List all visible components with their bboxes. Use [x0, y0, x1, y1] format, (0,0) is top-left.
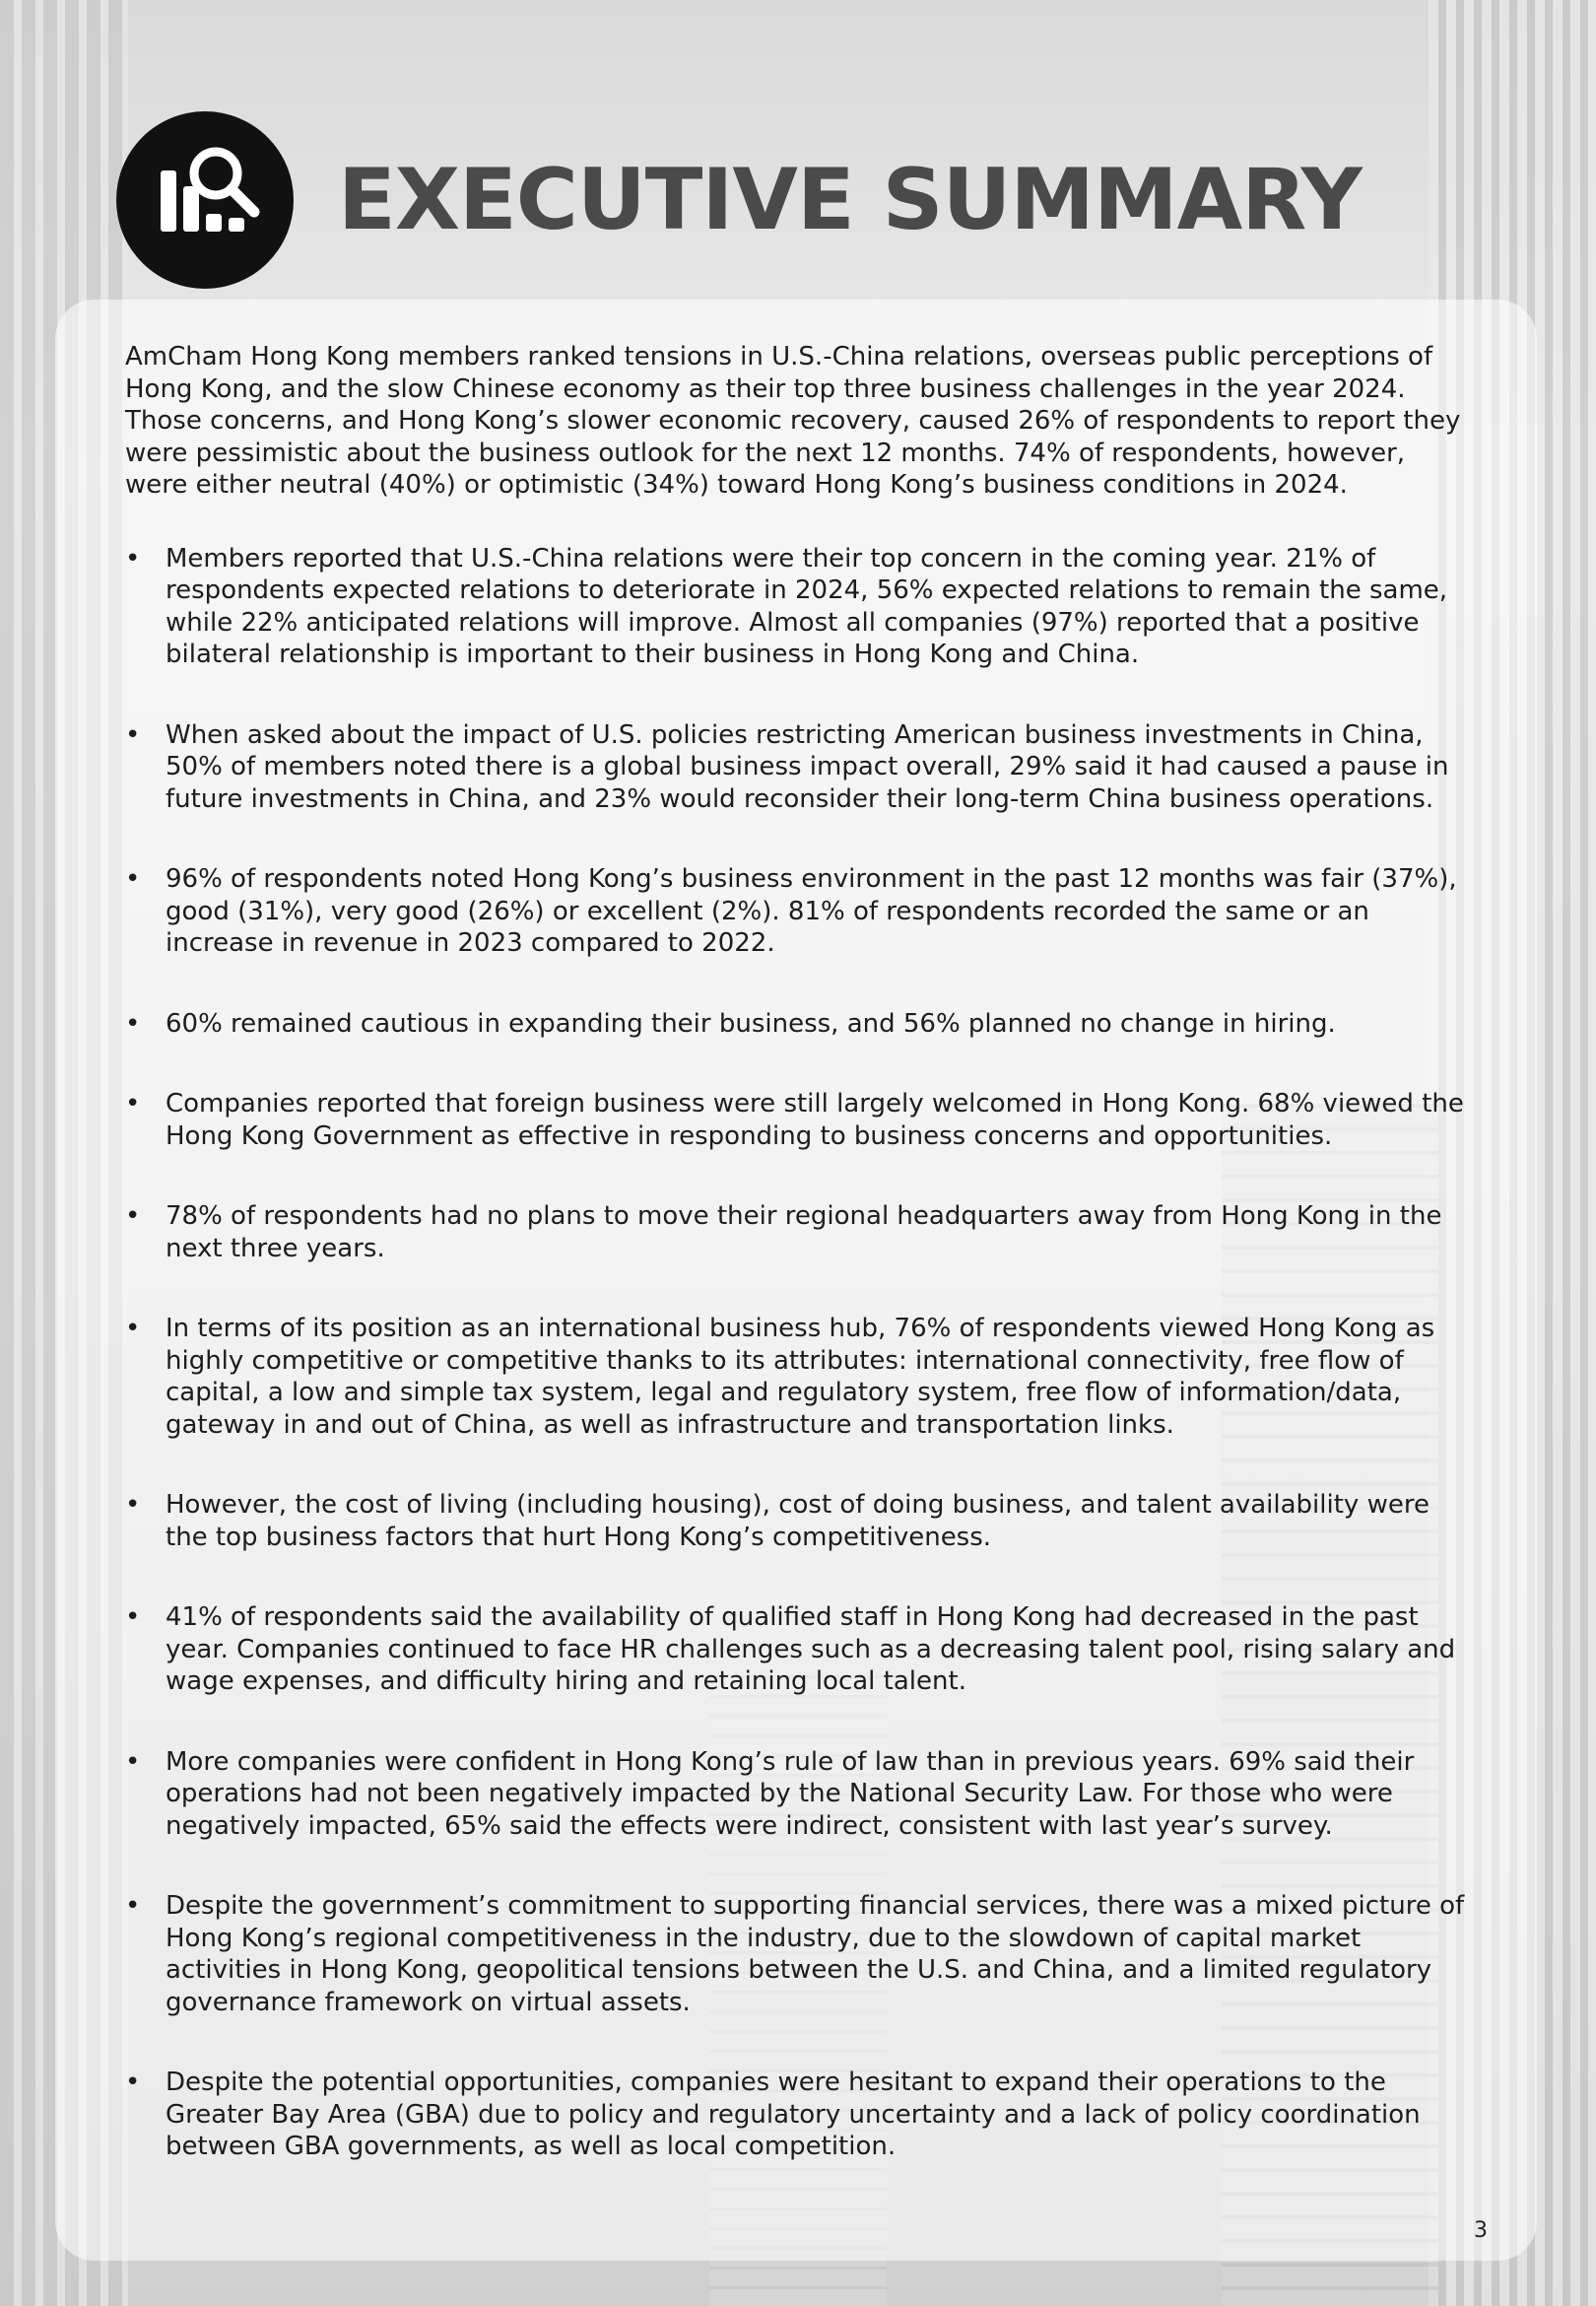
bullet-marker: • [125, 1089, 141, 1119]
bullet-marker: • [125, 1008, 141, 1039]
chart-magnifier-icon [116, 111, 294, 289]
list-item: • 41% of respondents said the availability of qualified staff in Hong Kong had decreased in the past year. Companies continued to face HR challenges such as a decreasing talent pool, rising salary and wage expenses, and difficulty hiring and retaining local talent. [125, 1602, 1456, 1696]
bullet-marker: • [125, 1201, 141, 1231]
page-number: 3 [1474, 2218, 1488, 2243]
intro-paragraph: AmCham Hong Kong members ranked tensions in U.S.-China relations, overseas public perceptions of Hong Kong, and the slow Chinese economy as their top three business challenges in the year 2024. Those concerns, and Hong Kong’s slower economic recovery, caused 26% of respondents to report they were pessimistic about the business outlook for the next 12 months. 74% of respondents, however, were either neutral (40%) or optimistic (34%) toward Hong Kong’s business conditions in 2024. [125, 342, 1461, 500]
bullet-marker: • [125, 1891, 141, 1921]
bullet-marker: • [125, 1490, 141, 1520]
bullet-marker: • [125, 1746, 141, 1777]
bullet-marker: • [125, 1602, 141, 1632]
list-item: • 60% remained cautious in expanding their business, and 56% planned no change in hiring. [125, 1008, 1336, 1039]
list-item: • Despite the government’s commitment to supporting financial services, there was a mixed picture of Hong Kong’s regional competitiveness in the industry, due to the slowdown of capital market activities in Hong Kong, geopolitical tensions between the U.S. and China, and a limited regulatory governance framework on virtual assets. [125, 1891, 1465, 2017]
bullet-marker: • [125, 719, 141, 750]
list-item: • Members reported that U.S.-China relations were their top concern in the coming year. 21% of respondents expected relations to deteriorate in 2024, 56% expected relations to remain the same, while 22% anticipated relations will improve. Almost all companies (97%) reported that a positive bilateral relationship is important to their business in Hong Kong and China. [125, 543, 1448, 669]
list-item: • Despite the potential opportunities, companies were hesitant to expand their operations to the Greater Bay Area (GBA) due to policy and regulatory uncertainty and a lack of policy coordination between GBA governments, as well as local competition. [125, 2068, 1421, 2161]
bullet-marker: • [125, 1314, 141, 1343]
list-item: • 78% of respondents had no plans to move their regional headquarters away from Hong Kong in the next three years. [125, 1201, 1442, 1263]
summary-body [125, 341, 1470, 2211]
page-title: EXECUTIVE SUMMARY [338, 151, 1362, 249]
list-item: • More companies were confident in Hong Kong’s rule of law than in previous years. 69% said their operations had not been negatively impacted by the National Security Law. For those who were negatively impacted, 65% said the effects were indirect, consistent with last year’s survey. [125, 1746, 1415, 1841]
findings-list [125, 543, 1470, 2163]
list-item: • 96% of respondents noted Hong Kong’s business environment in the past 12 months was fair (37%), good (31%), very good (26%) or excellent (2%). 81% of respondents recorded the same or an increase in revenue in 2023 compared to 2022. [125, 864, 1457, 958]
list-item: • In terms of its position as an international business hub, 76% of respondents viewed Hong Kong as highly competitive or competitive thanks to its attributes: international connectivity, free flow of capital, a low and simple tax system, legal and regulatory system, free flow of information/data, gateway in and out of China, as well as infrastructure and transportation links. [125, 1314, 1435, 1440]
bullet-marker: • [125, 543, 141, 574]
list-item: • When asked about the impact of U.S. policies restricting American business investments in China, 50% of members noted there is a global business impact overall, 29% said it had caused a pause in future investments in China, and 23% would reconsider their long-term China business operations. [125, 719, 1449, 814]
bullet-marker: • [125, 2068, 141, 2097]
list-item: • However, the cost of living (including housing), cost of doing business, and talent availability were the top business factors that hurt Hong Kong’s competitiveness. [125, 1490, 1430, 1552]
list-item: • Companies reported that foreign business were still largely welcomed in Hong Kong. 68% viewed the Hong Kong Government as effective in responding to business concerns and opportunities. [125, 1089, 1464, 1151]
bullet-marker: • [125, 864, 141, 894]
